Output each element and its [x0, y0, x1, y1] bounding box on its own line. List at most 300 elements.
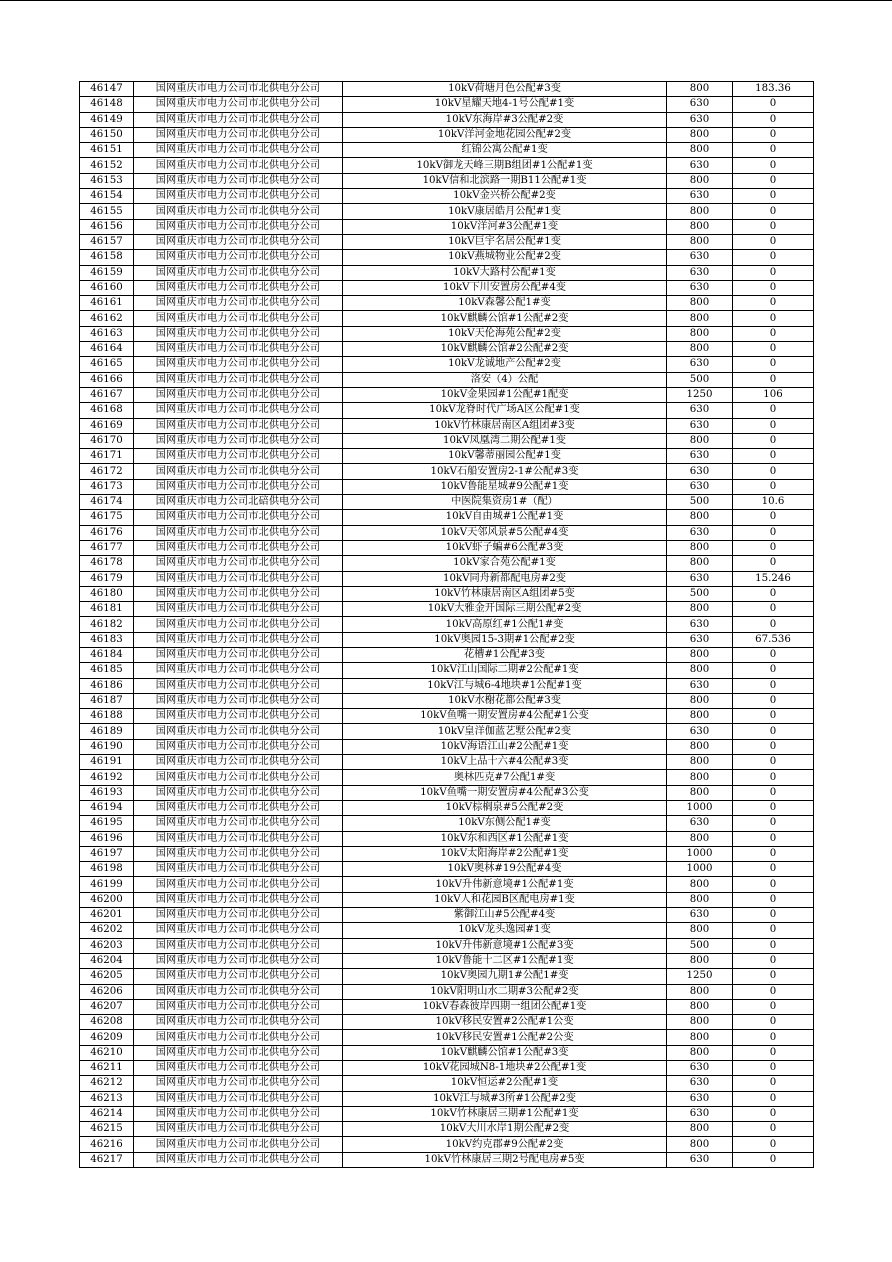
- table-row: [80, 938, 814, 953]
- transformer-name-cell: 10kV鱼嘴一期安置房#4公配#3公变: [343, 785, 667, 800]
- table-row: [80, 892, 814, 907]
- company-cell: 国网重庆市电力公司市北供电分公司: [134, 800, 343, 815]
- table-row: [80, 785, 814, 800]
- row-id-cell: 46173: [80, 479, 134, 494]
- capacity-cell: 800: [667, 1137, 733, 1152]
- value-cell: 0: [733, 97, 814, 112]
- company-cell: 国网重庆市电力公司市北供电分公司: [134, 403, 343, 418]
- capacity-cell: 630: [667, 158, 733, 173]
- capacity-cell: 630: [667, 617, 733, 632]
- capacity-cell: 800: [667, 1122, 733, 1137]
- transformer-name-cell: 10kV星耀天地4-1号公配#1变: [343, 97, 667, 112]
- value-cell: 0: [733, 127, 814, 142]
- value-cell: 0: [733, 724, 814, 739]
- value-cell: 183.36: [733, 82, 814, 97]
- transformer-name-cell: 10kV洋河#3公配#1变: [343, 219, 667, 234]
- table-row: [80, 877, 814, 892]
- company-cell: 国网重庆市电力公司市北供电分公司: [134, 1106, 343, 1121]
- capacity-cell: 630: [667, 265, 733, 280]
- table-row: [80, 158, 814, 173]
- row-id-cell: 46203: [80, 938, 134, 953]
- table-row: [80, 800, 814, 815]
- transformer-name-cell: 10kV御龙天峰三期B组团#1公配#1变: [343, 158, 667, 173]
- table-row: [80, 204, 814, 219]
- value-cell: 0: [733, 877, 814, 892]
- company-cell: 国网重庆市电力公司市北供电分公司: [134, 219, 343, 234]
- transformer-name-cell: 10kV荷塘月色公配#3变: [343, 82, 667, 97]
- row-id-cell: 46191: [80, 755, 134, 770]
- capacity-cell: 800: [667, 510, 733, 525]
- row-id-cell: 46164: [80, 342, 134, 357]
- value-cell: 0: [733, 479, 814, 494]
- row-id-cell: 46147: [80, 82, 134, 97]
- value-cell: 0: [733, 234, 814, 249]
- table-row: [80, 908, 814, 923]
- table-row: [80, 464, 814, 479]
- value-cell: 0: [733, 984, 814, 999]
- transformer-name-cell: 10kV东和西区#1公配#1变: [343, 831, 667, 846]
- row-id-cell: 46195: [80, 816, 134, 831]
- company-cell: 国网重庆市电力公司市北供电分公司: [134, 173, 343, 188]
- transformer-name-cell: 10kV大川水岸1期公配#2变: [343, 1122, 667, 1137]
- company-cell: 国网重庆市电力公司市北供电分公司: [134, 632, 343, 647]
- row-id-cell: 46160: [80, 280, 134, 295]
- table-row: [80, 418, 814, 433]
- value-cell: 0: [733, 663, 814, 678]
- capacity-cell: 630: [667, 1061, 733, 1076]
- value-cell: 0: [733, 938, 814, 953]
- value-cell: 0: [733, 1122, 814, 1137]
- row-id-cell: 46196: [80, 831, 134, 846]
- table-row: [80, 1137, 814, 1152]
- transformer-name-cell: 10kV高原红#1公配1#变: [343, 617, 667, 632]
- company-cell: 国网重庆市电力公司市北供电分公司: [134, 571, 343, 586]
- row-id-cell: 46201: [80, 908, 134, 923]
- value-cell: 0: [733, 678, 814, 693]
- row-id-cell: 46155: [80, 204, 134, 219]
- transformer-name-cell: 10kV春森彼岸四期一组团公配#1变: [343, 999, 667, 1014]
- table-row: [80, 403, 814, 418]
- capacity-cell: 1250: [667, 969, 733, 984]
- company-cell: 国网重庆市电力公司市北供电分公司: [134, 816, 343, 831]
- transformer-name-cell: 10kV太阳海岸#2公配#1变: [343, 846, 667, 861]
- table-row: [80, 693, 814, 708]
- row-id-cell: 46167: [80, 387, 134, 402]
- row-id-cell: 46197: [80, 846, 134, 861]
- value-cell: 0: [733, 342, 814, 357]
- transformer-name-cell: 10kV森馨公配1#变: [343, 296, 667, 311]
- company-cell: 国网重庆市电力公司市北供电分公司: [134, 143, 343, 158]
- table-row: [80, 357, 814, 372]
- transformer-name-cell: 中医院集资房1#（配）: [343, 495, 667, 510]
- table-row: [80, 678, 814, 693]
- page-top-rule: [0, 0, 892, 1]
- value-cell: 0: [733, 785, 814, 800]
- transformer-name-cell: 10kV奥林#19公配#4变: [343, 862, 667, 877]
- table-row: [80, 602, 814, 617]
- table-row: [80, 280, 814, 295]
- value-cell: 0: [733, 357, 814, 372]
- transformer-name-cell: 10kV麒麟公馆#1公配#3变: [343, 1045, 667, 1060]
- value-cell: 0: [733, 204, 814, 219]
- company-cell: 国网重庆市电力公司市北供电分公司: [134, 1137, 343, 1152]
- value-cell: 0: [733, 464, 814, 479]
- company-cell: 国网重庆市电力公司市北供电分公司: [134, 647, 343, 662]
- value-cell: 0: [733, 418, 814, 433]
- transformer-name-cell: 10kV阳明山水二期#3公配#2变: [343, 984, 667, 999]
- value-cell: 0: [733, 189, 814, 204]
- row-id-cell: 46182: [80, 617, 134, 632]
- capacity-cell: 800: [667, 234, 733, 249]
- row-id-cell: 46174: [80, 495, 134, 510]
- transformer-name-cell: 10kV江与城#3所#1公配#2变: [343, 1091, 667, 1106]
- company-cell: 国网重庆市电力公司市北供电分公司: [134, 449, 343, 464]
- company-cell: 国网重庆市电力公司市北供电分公司: [134, 724, 343, 739]
- transformer-name-cell: 10kV竹林康居南区A组团#5变: [343, 586, 667, 601]
- value-cell: 67.536: [733, 632, 814, 647]
- table-row: [80, 632, 814, 647]
- company-cell: 国网重庆市电力公司市北供电分公司: [134, 540, 343, 555]
- capacity-cell: 800: [667, 984, 733, 999]
- capacity-cell: 800: [667, 204, 733, 219]
- table-row: [80, 923, 814, 938]
- capacity-cell: 630: [667, 112, 733, 127]
- company-cell: 国网重庆市电力公司市北供电分公司: [134, 1152, 343, 1167]
- transformer-name-cell: 10kV恒运#2公配#1变: [343, 1076, 667, 1091]
- value-cell: 0: [733, 143, 814, 158]
- capacity-cell: 630: [667, 1091, 733, 1106]
- value-cell: 0: [733, 846, 814, 861]
- value-cell: 0: [733, 602, 814, 617]
- row-id-cell: 46150: [80, 127, 134, 142]
- capacity-cell: 630: [667, 97, 733, 112]
- company-cell: 国网重庆市电力公司市北供电分公司: [134, 204, 343, 219]
- capacity-cell: 1000: [667, 862, 733, 877]
- capacity-cell: 630: [667, 464, 733, 479]
- capacity-cell: 800: [667, 877, 733, 892]
- company-cell: 国网重庆市电力公司市北供电分公司: [134, 586, 343, 601]
- row-id-cell: 46202: [80, 923, 134, 938]
- transformer-name-cell: 10kV家合苑公配#1变: [343, 556, 667, 571]
- capacity-cell: 500: [667, 938, 733, 953]
- capacity-cell: 800: [667, 953, 733, 968]
- transformer-name-cell: 10kV洋河金地花园公配#2变: [343, 127, 667, 142]
- value-cell: 0: [733, 158, 814, 173]
- row-id-cell: 46187: [80, 693, 134, 708]
- row-id-cell: 46198: [80, 862, 134, 877]
- table-row: [80, 372, 814, 387]
- value-cell: 0: [733, 219, 814, 234]
- company-cell: 国网重庆市电力公司市北供电分公司: [134, 82, 343, 97]
- value-cell: 0: [733, 969, 814, 984]
- row-id-cell: 46207: [80, 999, 134, 1014]
- capacity-cell: 630: [667, 1076, 733, 1091]
- transformer-name-cell: 10kV大路村公配#1变: [343, 265, 667, 280]
- company-cell: 国网重庆市电力公司市北供电分公司: [134, 953, 343, 968]
- table-row: [80, 862, 814, 877]
- value-cell: 0: [733, 1030, 814, 1045]
- table-row: [80, 250, 814, 265]
- capacity-cell: 630: [667, 1106, 733, 1121]
- capacity-cell: 800: [667, 143, 733, 158]
- row-id-cell: 46210: [80, 1045, 134, 1060]
- capacity-cell: 800: [667, 709, 733, 724]
- value-cell: 0: [733, 540, 814, 555]
- row-id-cell: 46215: [80, 1122, 134, 1137]
- capacity-cell: 800: [667, 82, 733, 97]
- table-row: [80, 953, 814, 968]
- row-id-cell: 46183: [80, 632, 134, 647]
- capacity-cell: 1250: [667, 387, 733, 402]
- transformer-name-cell: 10kV奥园九期1#公配1#变: [343, 969, 667, 984]
- row-id-cell: 46171: [80, 449, 134, 464]
- capacity-cell: 800: [667, 540, 733, 555]
- row-id-cell: 46153: [80, 173, 134, 188]
- row-id-cell: 46206: [80, 984, 134, 999]
- row-id-cell: 46157: [80, 234, 134, 249]
- capacity-cell: 630: [667, 449, 733, 464]
- transformer-name-cell: 10kV鱼嘴一期安置房#4公配#1公变: [343, 709, 667, 724]
- value-cell: 0: [733, 862, 814, 877]
- value-cell: 0: [733, 586, 814, 601]
- row-id-cell: 46175: [80, 510, 134, 525]
- capacity-cell: 630: [667, 403, 733, 418]
- row-id-cell: 46189: [80, 724, 134, 739]
- capacity-cell: 500: [667, 586, 733, 601]
- table-row: [80, 433, 814, 448]
- company-cell: 国网重庆市电力公司市北供电分公司: [134, 999, 343, 1014]
- value-cell: 0: [733, 1045, 814, 1060]
- company-cell: 国网重庆市电力公司市北供电分公司: [134, 433, 343, 448]
- value-cell: 0: [733, 1137, 814, 1152]
- table-body: [80, 82, 814, 1168]
- company-cell: 国网重庆市电力公司市北供电分公司: [134, 158, 343, 173]
- transformer-name-cell: 10kV信和北滨路一期B11公配#1变: [343, 173, 667, 188]
- value-cell: 0: [733, 1015, 814, 1030]
- transformer-name-cell: 10kV东海岸#3公配#2变: [343, 112, 667, 127]
- value-cell: 0: [733, 739, 814, 754]
- table-row: [80, 739, 814, 754]
- row-id-cell: 46194: [80, 800, 134, 815]
- table-row: [80, 846, 814, 861]
- value-cell: 0: [733, 311, 814, 326]
- company-cell: 国网重庆市电力公司市北供电分公司: [134, 892, 343, 907]
- capacity-cell: 630: [667, 418, 733, 433]
- transformer-name-cell: 10kV龙头逸园#1变: [343, 923, 667, 938]
- table-row: [80, 709, 814, 724]
- value-cell: 0: [733, 1061, 814, 1076]
- capacity-cell: 630: [667, 280, 733, 295]
- value-cell: 10.6: [733, 495, 814, 510]
- capacity-cell: 800: [667, 1030, 733, 1045]
- row-id-cell: 46148: [80, 97, 134, 112]
- table-row: [80, 1152, 814, 1167]
- transformer-name-cell: 10kV竹林康居南区A组团#3变: [343, 418, 667, 433]
- table-row: [80, 586, 814, 601]
- transformer-name-cell: 10kV馨蒂丽园公配#1变: [343, 449, 667, 464]
- transformer-name-cell: 10kV虾子蝙#6公配#3变: [343, 540, 667, 555]
- value-cell: 0: [733, 999, 814, 1014]
- transformer-table: [79, 81, 814, 1168]
- row-id-cell: 46209: [80, 1030, 134, 1045]
- company-cell: 国网重庆市电力公司市北供电分公司: [134, 770, 343, 785]
- company-cell: 国网重庆市电力公司市北供电分公司: [134, 311, 343, 326]
- value-cell: 0: [733, 647, 814, 662]
- company-cell: 国网重庆市电力公司市北供电分公司: [134, 739, 343, 754]
- capacity-cell: 800: [667, 647, 733, 662]
- value-cell: 0: [733, 892, 814, 907]
- company-cell: 国网重庆市电力公司市北供电分公司: [134, 326, 343, 341]
- row-id-cell: 46179: [80, 571, 134, 586]
- company-cell: 国网重庆市电力公司市北供电分公司: [134, 984, 343, 999]
- value-cell: 0: [733, 372, 814, 387]
- row-id-cell: 46212: [80, 1076, 134, 1091]
- company-cell: 国网重庆市电力公司市北供电分公司: [134, 372, 343, 387]
- transformer-name-cell: 10kV江山国际二期#2公配#1变: [343, 663, 667, 678]
- value-cell: 0: [733, 693, 814, 708]
- company-cell: 国网重庆市电力公司市北供电分公司: [134, 908, 343, 923]
- transformer-name-cell: 10kV天邻风景#5公配#4变: [343, 525, 667, 540]
- value-cell: 106: [733, 387, 814, 402]
- row-id-cell: 46152: [80, 158, 134, 173]
- transformer-name-cell: 10kV约克郡#9公配#2变: [343, 1137, 667, 1152]
- table-row: [80, 173, 814, 188]
- company-cell: 国网重庆市电力公司市北供电分公司: [134, 127, 343, 142]
- value-cell: 0: [733, 1152, 814, 1167]
- row-id-cell: 46188: [80, 709, 134, 724]
- transformer-name-cell: 10kV人和花园B区配电房#1变: [343, 892, 667, 907]
- company-cell: 国网重庆市电力公司市北供电分公司: [134, 387, 343, 402]
- company-cell: 国网重庆市电力公司市北供电分公司: [134, 357, 343, 372]
- capacity-cell: 630: [667, 189, 733, 204]
- table-row: [80, 663, 814, 678]
- transformer-name-cell: 10kV自由城#1公配#1变: [343, 510, 667, 525]
- transformer-name-cell: 10kV上品十六#4公配#3变: [343, 755, 667, 770]
- row-id-cell: 46216: [80, 1137, 134, 1152]
- company-cell: 国网重庆市电力公司市北供电分公司: [134, 525, 343, 540]
- capacity-cell: 800: [667, 219, 733, 234]
- transformer-name-cell: 10kV下川安置房公配#4变: [343, 280, 667, 295]
- table-row: [80, 1091, 814, 1106]
- table-row: [80, 831, 814, 846]
- transformer-name-cell: 10kV龙脊时代广场A区公配#1变: [343, 403, 667, 418]
- transformer-name-cell: 10kV凤凰湾二期公配#1变: [343, 433, 667, 448]
- company-cell: 国网重庆市电力公司市北供电分公司: [134, 678, 343, 693]
- company-cell: 国网重庆市电力公司市北供电分公司: [134, 617, 343, 632]
- table-row: [80, 189, 814, 204]
- capacity-cell: 800: [667, 663, 733, 678]
- transformer-name-cell: 10kV水榭花都公配#3变: [343, 693, 667, 708]
- value-cell: 0: [733, 326, 814, 341]
- value-cell: 0: [733, 831, 814, 846]
- transformer-name-cell: 10kV移民安置#2公配#1公变: [343, 1015, 667, 1030]
- capacity-cell: 630: [667, 479, 733, 494]
- company-cell: 国网重庆市电力公司市北供电分公司: [134, 938, 343, 953]
- row-id-cell: 46190: [80, 739, 134, 754]
- company-cell: 国网重庆市电力公司市北供电分公司: [134, 1091, 343, 1106]
- row-id-cell: 46200: [80, 892, 134, 907]
- table-row: [80, 1106, 814, 1121]
- company-cell: 国网重庆市电力公司市北供电分公司: [134, 969, 343, 984]
- company-cell: 国网重庆市电力公司市北供电分公司: [134, 556, 343, 571]
- capacity-cell: 800: [667, 342, 733, 357]
- company-cell: 国网重庆市电力公司市北供电分公司: [134, 877, 343, 892]
- company-cell: 国网重庆市电力公司市北供电分公司: [134, 1122, 343, 1137]
- value-cell: 0: [733, 250, 814, 265]
- capacity-cell: 630: [667, 357, 733, 372]
- value-cell: 15.246: [733, 571, 814, 586]
- capacity-cell: 630: [667, 908, 733, 923]
- transformer-name-cell: 10kV麒麟公馆#1公配#2变: [343, 311, 667, 326]
- value-cell: 0: [733, 280, 814, 295]
- table-row: [80, 1045, 814, 1060]
- row-id-cell: 46186: [80, 678, 134, 693]
- transformer-name-cell: 10kV移民安置#1公配#2公变: [343, 1030, 667, 1045]
- value-cell: 0: [733, 908, 814, 923]
- company-cell: 国网重庆市电力公司市北供电分公司: [134, 280, 343, 295]
- capacity-cell: 800: [667, 999, 733, 1014]
- table-row: [80, 1122, 814, 1137]
- value-cell: 0: [733, 816, 814, 831]
- capacity-cell: 630: [667, 678, 733, 693]
- capacity-cell: 800: [667, 127, 733, 142]
- company-cell: 国网重庆市电力公司市北供电分公司: [134, 265, 343, 280]
- row-id-cell: 46168: [80, 403, 134, 418]
- transformer-name-cell: 10kV江与城6-4地块#1公配#1变: [343, 678, 667, 693]
- company-cell: 国网重庆市电力公司市北供电分公司: [134, 923, 343, 938]
- table-row: [80, 112, 814, 127]
- company-cell: 国网重庆市电力公司市北供电分公司: [134, 418, 343, 433]
- row-id-cell: 46176: [80, 525, 134, 540]
- transformer-name-cell: 10kV大雅金开国际三期公配#2变: [343, 602, 667, 617]
- capacity-cell: 800: [667, 173, 733, 188]
- table-row: [80, 449, 814, 464]
- value-cell: 0: [733, 433, 814, 448]
- company-cell: 国网重庆市电力公司市北供电分公司: [134, 663, 343, 678]
- capacity-cell: 800: [667, 1045, 733, 1060]
- table-row: [80, 342, 814, 357]
- row-id-cell: 46151: [80, 143, 134, 158]
- table-row: [80, 647, 814, 662]
- transformer-name-cell: 10kV升伟新意境#1公配#1变: [343, 877, 667, 892]
- row-id-cell: 46158: [80, 250, 134, 265]
- transformer-name-cell: 10kV燕城物业公配#2变: [343, 250, 667, 265]
- row-id-cell: 46213: [80, 1091, 134, 1106]
- capacity-cell: 800: [667, 693, 733, 708]
- row-id-cell: 46170: [80, 433, 134, 448]
- company-cell: 国网重庆市电力公司市北供电分公司: [134, 342, 343, 357]
- capacity-cell: 800: [667, 1015, 733, 1030]
- row-id-cell: 46184: [80, 647, 134, 662]
- row-id-cell: 46178: [80, 556, 134, 571]
- value-cell: 0: [733, 112, 814, 127]
- value-cell: 0: [733, 525, 814, 540]
- row-id-cell: 46177: [80, 540, 134, 555]
- row-id-cell: 46166: [80, 372, 134, 387]
- capacity-cell: 800: [667, 556, 733, 571]
- transformer-name-cell: 10kV竹林康居三期#1公配#1变: [343, 1106, 667, 1121]
- row-id-cell: 46169: [80, 418, 134, 433]
- company-cell: 国网重庆市电力公司市北供电分公司: [134, 602, 343, 617]
- row-id-cell: 46156: [80, 219, 134, 234]
- table-row: [80, 1076, 814, 1091]
- row-id-cell: 46149: [80, 112, 134, 127]
- table-row: [80, 311, 814, 326]
- capacity-cell: 1000: [667, 800, 733, 815]
- row-id-cell: 46214: [80, 1106, 134, 1121]
- company-cell: 国网重庆市电力公司市北供电分公司: [134, 479, 343, 494]
- table-row: [80, 999, 814, 1014]
